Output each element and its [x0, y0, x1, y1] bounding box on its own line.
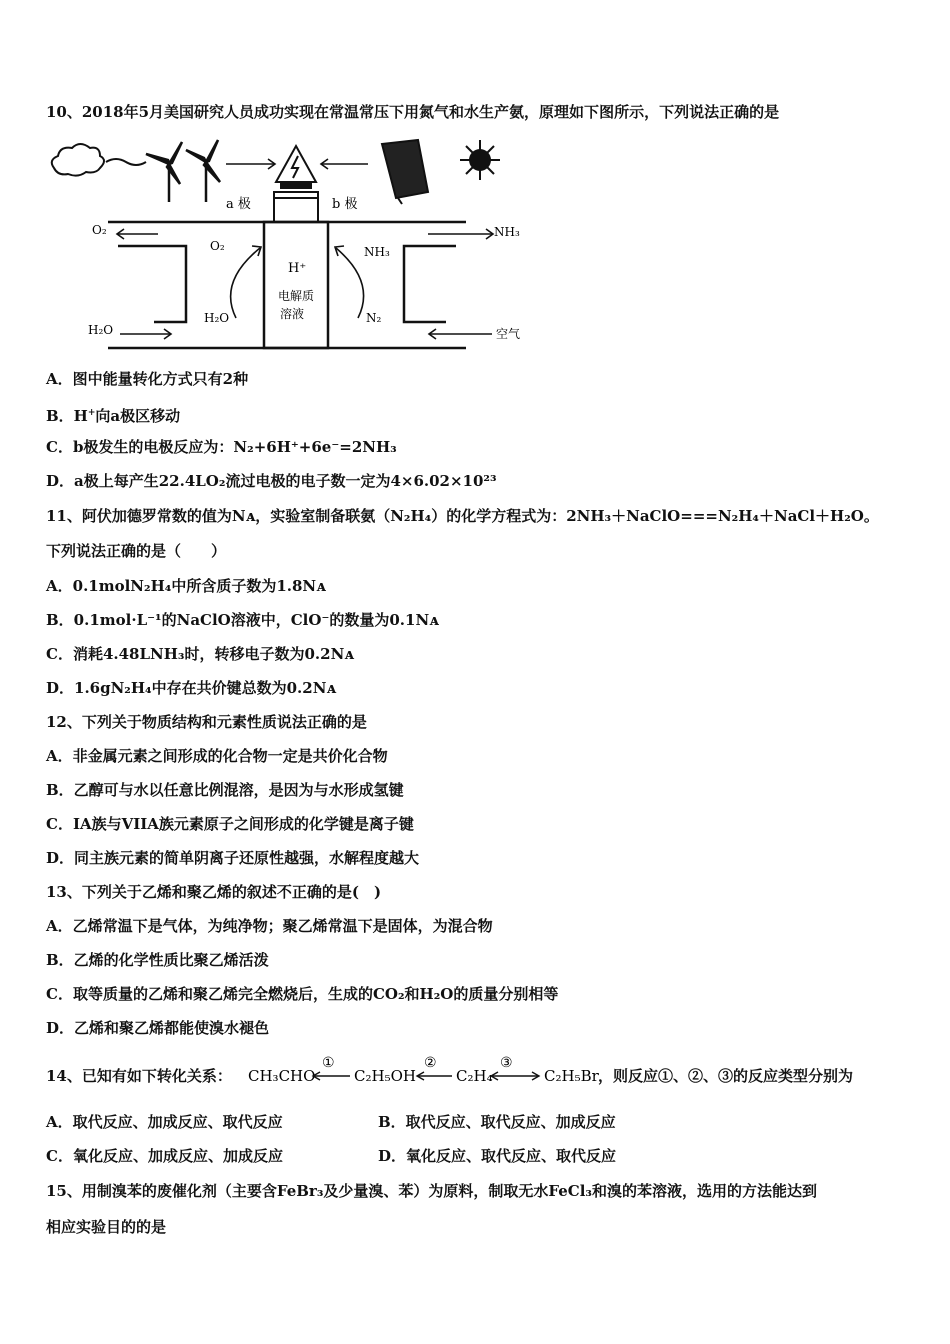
- scheme-ch3cho: CH₃CHO: [248, 1067, 316, 1085]
- q10-option-c: C．b极发生的电极反应为：N₂+6H⁺+6e⁻=2NH₃: [46, 438, 397, 456]
- q13-option-a: A．乙烯常温下是气体，为纯净物；聚乙烯常温下是固体，为混合物: [46, 917, 493, 935]
- q11-option-c: C．消耗4.48LNH₃时，转移电子数为0.2Nᴀ: [46, 645, 354, 663]
- electrolysis-diagram: [46, 136, 521, 354]
- scheme-c2h5oh: C₂H₅OH: [354, 1067, 416, 1085]
- a-pole-label: a 极: [226, 197, 251, 212]
- q10-b-pre: B．H: [46, 407, 88, 425]
- q10-b-sup: +: [87, 408, 96, 418]
- electrolyte-label-2: 溶液: [280, 307, 305, 321]
- nh3-out-label: NH₃: [494, 225, 520, 239]
- o2-in-label: O₂: [210, 239, 225, 253]
- q14-option-d: D．氧化反应、取代反应、取代反应: [378, 1147, 617, 1165]
- q13-option-b: B．乙烯的化学性质比聚乙烯活泼: [46, 951, 269, 969]
- q10-option-b: [46, 403, 180, 426]
- b-pole-label: b 极: [332, 197, 358, 212]
- air-label: 空气: [496, 327, 521, 341]
- q12-stem: 12、下列关于物质结构和元素性质说法正确的是: [46, 713, 367, 731]
- q14-stem-post: ，则反应①、②、③的反应类型分别为: [598, 1067, 854, 1085]
- q11-option-a: A．0.1molN₂H₄中所含质子数为1.8Nᴀ: [46, 577, 326, 595]
- q14-option-b: B．取代反应、取代反应、加成反应: [378, 1113, 616, 1131]
- q10-b-post: 向a极区移动: [95, 407, 181, 425]
- cloud-icon: [52, 144, 146, 176]
- q10-stem: 10、2018年5月美国研究人员成功实现在常温常压下用氮气和水生产氨，原理如下图所示，下列说法正确的是: [46, 103, 780, 121]
- q12-option-d: D．同主族元素的简单阴离子还原性越强，水解程度越大: [46, 849, 420, 867]
- electrolyte-label-1: 电解质: [278, 289, 315, 303]
- scheme-step-2: ②: [424, 1055, 437, 1071]
- q11-option-d: D．1.6gN₂H₄中存在共价键总数为0.2Nᴀ: [46, 679, 337, 697]
- scheme-step-1: ①: [322, 1055, 335, 1071]
- o2-out-label: O₂: [92, 223, 107, 237]
- hplus-label: H⁺: [288, 261, 307, 276]
- q13-option-c: C．取等质量的乙烯和聚乙烯完全燃烧后，生成的CO₂和H₂O的质量分别相等: [46, 985, 559, 1003]
- wind-turbine-icon: [146, 140, 220, 202]
- q13-option-d: D．乙烯和聚乙烯都能使溴水褪色: [46, 1019, 270, 1037]
- power-source-icon: [276, 146, 316, 189]
- q12-option-b: B．乙醇可与水以任意比例混溶，是因为与水形成氢键: [46, 781, 404, 799]
- q14-option-c: C．氧化反应、加成反应、加成反应: [46, 1147, 283, 1165]
- h2o-in-label: H₂O: [88, 323, 114, 337]
- scheme-step-3: ③: [500, 1055, 513, 1071]
- n2-label: N₂: [366, 311, 382, 325]
- q14-reaction-scheme: [248, 1054, 598, 1090]
- scheme-c2h4: C₂H₄: [456, 1067, 493, 1085]
- q12-option-a: A．非金属元素之间形成的化合物一定是共价化合物: [46, 747, 388, 765]
- nh3-in-label: NH₃: [364, 245, 390, 259]
- q11-option-b: B．0.1mol·L⁻¹的NaClO溶液中，ClO⁻的数量为0.1Nᴀ: [46, 611, 439, 629]
- q12-option-c: C．IA族与VIIA族元素原子之间形成的化学键是离子键: [46, 815, 414, 833]
- q15-stem-2: 相应实验目的的是: [46, 1218, 167, 1236]
- q11-stem-2: 下列说法正确的是（ ）: [46, 542, 227, 560]
- sun-icon: [460, 140, 500, 180]
- q14-stem-pre: 14、已知有如下转化关系：: [46, 1067, 232, 1085]
- h2o-left-label: H₂O: [204, 311, 230, 325]
- q13-stem: 13、下列关于乙烯和聚乙烯的叙述不正确的是( ): [46, 883, 382, 901]
- solar-panel-icon: [382, 140, 428, 204]
- q10-option-d: D．a极上每产生22.4LO₂流过电极的电子数一定为4×6.02×10²³: [46, 472, 497, 490]
- q11-stem-1: 11、阿伏加德罗常数的值为Nᴀ，实验室制备联氨（N₂H₄）的化学方程式为：2NH₃＋NaClO===N₂H₄＋NaCl＋H₂O。: [46, 507, 879, 525]
- q10-option-a: A．图中能量转化方式只有2种: [46, 370, 249, 388]
- q14-option-a: A．取代反应、加成反应、取代反应: [46, 1113, 283, 1131]
- scheme-c2h5br: C₂H₅Br: [544, 1067, 599, 1085]
- q15-stem-1: 15、用制溴苯的废催化剂（主要含FeBr₃及少量溴、苯）为原料，制取无水FeCl₃和溴的苯溶液，选用的方法能达到: [46, 1182, 817, 1200]
